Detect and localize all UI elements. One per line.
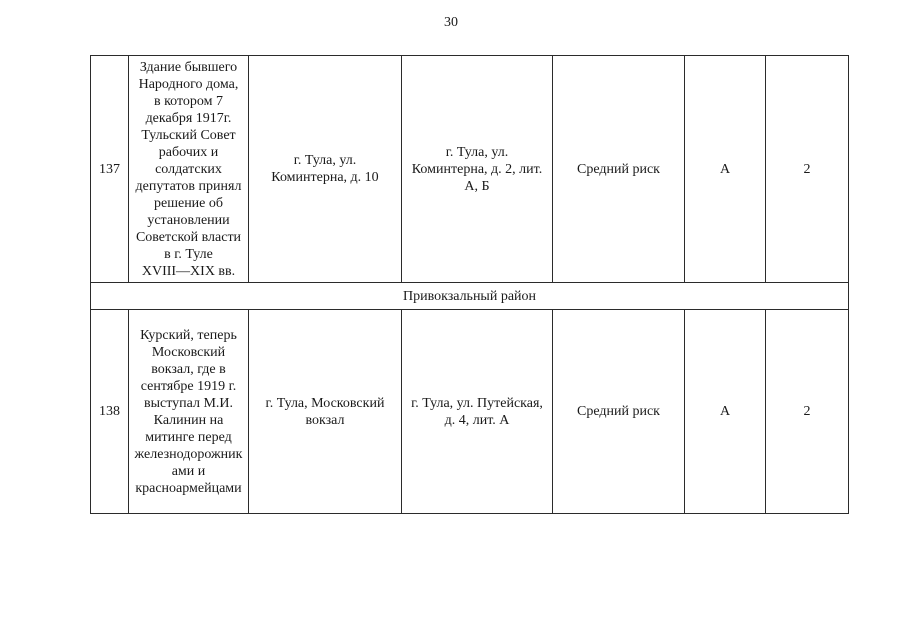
name-line: Советской власти bbox=[135, 229, 242, 245]
address-line: Коминтерна, д. 10 bbox=[271, 170, 379, 185]
objects-table bbox=[90, 55, 849, 514]
object-address bbox=[249, 310, 402, 514]
name-line: сентябре 1919 г. bbox=[140, 378, 237, 394]
district-row bbox=[91, 283, 849, 310]
object-name bbox=[129, 310, 249, 514]
name-line: ами и bbox=[171, 463, 206, 479]
name-line: депутатов принял bbox=[135, 178, 242, 194]
name-line: XVIII—XIX вв. bbox=[141, 263, 236, 279]
risk-class: 2 bbox=[766, 56, 849, 283]
name-line: рабочих и bbox=[158, 144, 219, 160]
page-number: 30 bbox=[444, 15, 458, 30]
name-line: декабря 1917г. bbox=[145, 110, 232, 126]
table-row bbox=[91, 310, 849, 514]
risk-category: А bbox=[685, 310, 766, 514]
district-name: Привокзальный район bbox=[91, 283, 849, 310]
object-address bbox=[249, 56, 402, 283]
location-line: г. Тула, ул. bbox=[445, 144, 509, 160]
object-location bbox=[402, 310, 553, 514]
risk-category: А bbox=[685, 56, 766, 283]
name-line: митинге перед bbox=[145, 429, 232, 445]
name-line: красноармейцами bbox=[135, 480, 242, 496]
name-line: Здание бывшего bbox=[139, 59, 238, 75]
address-line: вокзал bbox=[305, 412, 345, 428]
location-line: А, Б bbox=[464, 178, 490, 194]
object-location bbox=[402, 56, 553, 283]
name-line: выступал М.И. bbox=[143, 395, 234, 411]
name-line: Народного дома, bbox=[138, 76, 239, 92]
name-line: солдатских bbox=[155, 161, 222, 177]
name-line: Калинин на bbox=[153, 412, 224, 428]
name-line: железнодорожник bbox=[134, 446, 243, 462]
name-line: Курский, теперь bbox=[140, 327, 237, 343]
name-line: решение об bbox=[153, 195, 224, 211]
location-line: д. 4, лит. А bbox=[444, 412, 510, 428]
address-line: г. Тула, Московский bbox=[265, 395, 385, 411]
name-line: Тульский Совет bbox=[141, 127, 236, 143]
address-line: г. Тула, ул. bbox=[293, 153, 357, 168]
name-line: Московский bbox=[151, 344, 226, 360]
name-line: в г. Туле bbox=[164, 246, 213, 262]
row-number: 137 bbox=[91, 56, 129, 283]
risk-level: Средний риск bbox=[553, 56, 685, 283]
location-line: г. Тула, ул. Путейская, bbox=[411, 395, 543, 411]
risk-class: 2 bbox=[766, 310, 849, 514]
object-name bbox=[129, 56, 249, 283]
table-row bbox=[91, 56, 849, 283]
name-line: вокзал, где в bbox=[151, 361, 226, 377]
name-line: в котором 7 bbox=[153, 93, 224, 109]
location-line: Коминтерна, д. 2, лит. bbox=[411, 161, 543, 177]
risk-level: Средний риск bbox=[553, 310, 685, 514]
name-line: установлении bbox=[147, 212, 230, 228]
row-number: 138 bbox=[91, 310, 129, 514]
